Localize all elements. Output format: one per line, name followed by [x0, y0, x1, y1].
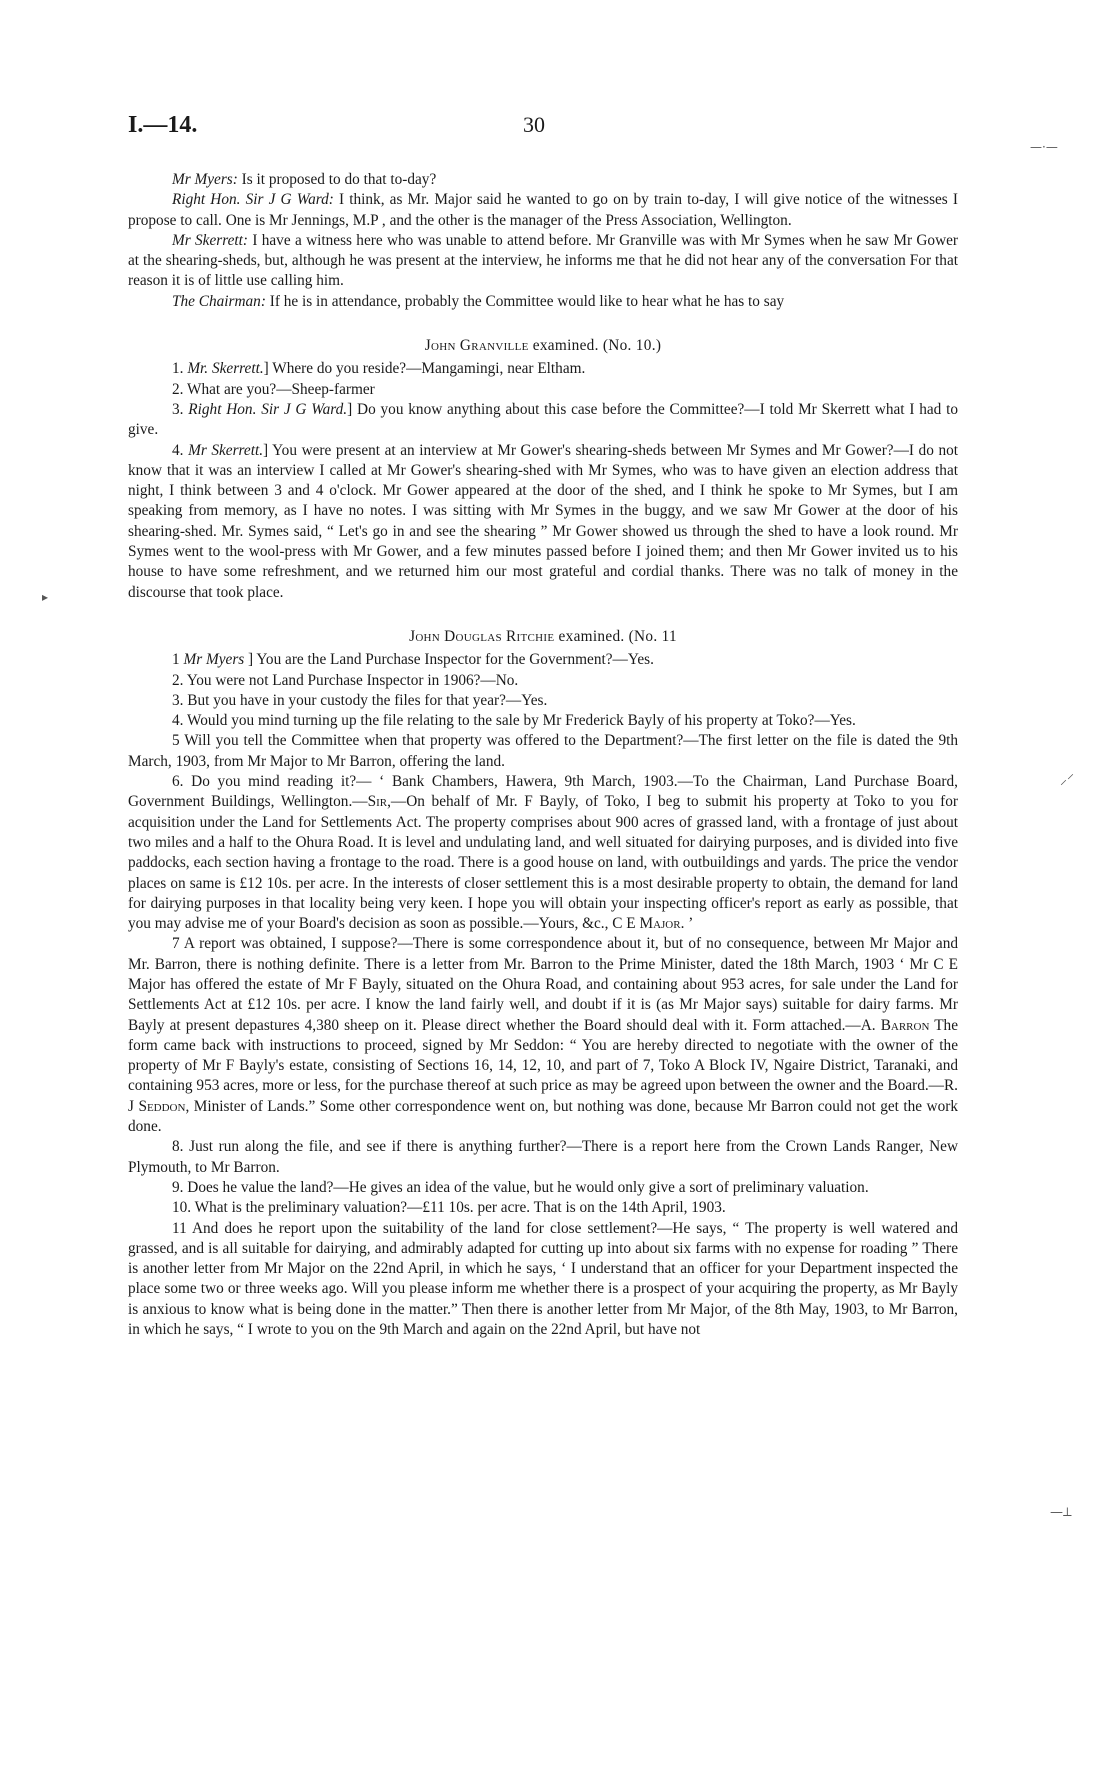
question-paragraph — [128, 380, 958, 400]
question-number: 1. — [172, 360, 184, 378]
question-paragraph — [128, 711, 958, 731]
paragraph-text: ] You were present at an interview at Mr Gower's shearing-sheds between Mr Symes and Mr Gower?—I do not know that it was an interview I called at Mr Gower's shearing-shed with Mr Symes, who was to have given an election address that night, I think between 3 and 4 o'clock. Mr Gower appeared at the door of the shed, and I think he spoke to Mr Symes, but I am speaking from memory, as I have no notes. I was sitting with Mr Symes in the buggy, and we saw Mr Gower at the door of his shearing-shed. Mr. Symes said, “ Let's go in and see the shearing ” Mr Gower showed us through the shed to have a look round. Mr Symes went to the wool-press with Mr Gower, and a few minutes passed before I joined them; and then Mr Gower invited us to his house to have some refreshment, and we returned him our most grateful and cordial thanks. There was no talk of money in the discourse that took place. — [128, 441, 958, 601]
paragraph-text: 2. What are you?—Sheep-farmer — [172, 380, 375, 398]
paragraph-text: 3. But you have in your custody the files for that year?—Yes. — [172, 691, 548, 709]
page-header — [128, 112, 958, 152]
question-paragraph — [128, 934, 958, 1137]
paragraph-text: 7 A report was obtained, I suppose?—There is some correspondence about it, but of no consequence, between Mr Major and Mr. Barron, there is nothing definite. There is a letter from Mr. Barron to the Prime Minister, dated the 18th March, 1903 ‘ Mr C E Major has offered the estate of Mr F Bayly, situated on the Ohura Road, and containing about 953 acres, for sale under the Land for Settlements Act at £12 10s. per acre. I know the land fairly well, and doubt if it is (as Mr Major says) suitable for dairy farms. Mr Bayly at present depastures 4,380 sheep on it. Please direct whether the Board should deal with it. Form attached.—A. — [128, 935, 958, 1034]
paragraph-text: , Minister of Lands.” Some other correspondence went on, but nothing was done, because Mr Barron could not get the work done. — [128, 1097, 959, 1136]
scan-mark-icon: ⸝⸍ — [1060, 772, 1074, 788]
paragraph-text: 10. What is the preliminary valuation?—£11 10s. per acre. That is on the 14th April, 1903. — [172, 1199, 726, 1217]
paragraph-text: The form came back with instructions to proceed, signed by Mr Seddon: “ You are hereby directed to negotiate with the owner of the property of Mr F Bayly's estate, consisting of Sections 16, 14, 12, 10, and part of 7, Toko A Block IV, Ngaire District, Taranaki, and containing 953 acres, more or less, for the purchase thereof at such price as may be agreed upon between the owner and the Board.—R. J — [128, 1016, 958, 1115]
question-paragraph — [128, 359, 958, 379]
question-paragraph — [128, 1198, 958, 1218]
question-paragraph — [128, 1178, 958, 1198]
paragraph-text: I have a witness here who was unable to attend before. Mr Granville was with Mr Symes when he saw Mr Gower at the shearing-sheds, but, although he was present at the interview, he informs me that he did not hear any of the conversation For that reason it is of little use calling him. — [128, 231, 959, 290]
question-paragraph — [128, 400, 958, 441]
speech-paragraph — [128, 170, 958, 190]
paragraph-text: ] Where do you reside?—Mangamingi, near Eltham. — [263, 360, 586, 378]
speech-paragraph — [128, 190, 958, 231]
question-paragraph — [128, 691, 958, 711]
paragraph-text: If he is in attendance, probably the Committee would like to hear what he has to say — [265, 292, 785, 310]
heading-text: examined. (No. 11 — [554, 627, 677, 645]
small-caps-text: Seddon — [138, 1097, 186, 1115]
speaker-name: Right Hon. Sir J G Ward: — [172, 191, 334, 209]
paragraph-text: ] You are the Land Purchase Inspector for the Government?—Yes. — [244, 651, 654, 669]
page-number: 30 — [523, 112, 545, 137]
scan-mark-icon: —⟂ — [1050, 1505, 1072, 1520]
heading-text: examined. (No. 10.) — [528, 337, 662, 355]
paragraph-text: . ’ — [680, 915, 694, 933]
speaker-name: Mr Myers — [183, 651, 245, 669]
speech-paragraph — [128, 231, 958, 292]
paragraph-text: 4. Would you mind turning up the file relating to the sale by Mr Frederick Bayly of his property at Toko?—Yes. — [172, 712, 856, 730]
small-caps-text: Sir — [367, 793, 388, 811]
document-reference: I.—14. — [128, 112, 198, 138]
question-number: 1 — [172, 651, 180, 669]
speaker-name: Right Hon. Sir J G Ward. — [188, 400, 348, 418]
document-body — [128, 170, 958, 1340]
speaker-name: Mr. Skerrett. — [187, 360, 264, 378]
paragraph-text: 9. Does he value the land?—He gives an idea of the value, but he would only give a sort of preliminary valuation. — [172, 1178, 869, 1196]
witness-heading — [128, 627, 958, 647]
question-paragraph — [128, 772, 958, 934]
question-paragraph — [128, 650, 958, 670]
paragraph-text: ] Do you know anything about this case before the Committee?—I told Mr Skerrett what I had to give. — [128, 400, 959, 439]
question-paragraph — [128, 441, 958, 603]
witness-name: John Douglas Ritchie — [409, 627, 555, 645]
speaker-name: The Chairman: — [172, 292, 266, 310]
paragraph-text: 6. Do you mind reading it?— ‘ Bank Chambers, Hawera, 9th March, 1903.—To the Chairman, Land Purchase Board, Government Buildings, Wellington.— — [128, 773, 958, 811]
paragraph-text: ,—On behalf of Mr. F Bayly, of Toko, I beg to submit his property at Toko to you for acquisition under the Land for Settlements Act. The property comprises about 900 acres of grassed land, with a frontage of just about two miles and a half to the Ohura Road. It is level and undulating land, and well situated for dairying purposes, and is divided into five paddocks, each section having a frontage to the road. There is a good house on land, with outbuildings and yards. The price the vendor places on same is £12 10s. per acre. In the interests of closer settlement this is a most desirable property to obtain, the demand for land for dairying purposes in that locality being very keen. I hope you will obtain your inspecting officer's report as early as possible, that you may advise me of your Board's decision as soon as possible.—Yours, &c., C E — [128, 793, 958, 933]
paragraph-text: 2. You were not Land Purchase Inspector in 1906?—No. — [172, 671, 519, 689]
witness-name: John Granville — [424, 337, 529, 355]
paragraph-text: 5 Will you tell the Committee when that property was offered to the Department?—The first letter on the file is dated the 9th March, 1903, from Mr Major to Mr Barron, offering the land. — [128, 732, 958, 770]
paragraph-text: 11 And does he report upon the suitability of the land for close settlement?—He says, “ The property is well watered and grassed, and is all suitable for dairying, and admirably adapted for cutting up into about six farms with no expense for roading ” There is another letter from Mr Major on the 22nd April, in which he says, ‘ I understand that an officer for your Department inspected the place some two or three weeks ago. Will you please inform me whether there is a prospect of your acquiring the property, as Mr Bayly is anxious to know what is being done in the matter.” Then there is another letter from Mr Major, of the 8th May, 1903, to Mr Barron, in which he says, “ I wrote to you on the 9th March and again on the 22nd April, but have not — [128, 1219, 958, 1339]
question-paragraph — [128, 731, 958, 772]
paragraph-text: I think, as Mr. Major said he wanted to go on by train to-day, I will give notice of the witnesses I propose to call. One is Mr Jennings, M.P , and the other is the manager of the Press Association, Wellington. — [128, 191, 959, 229]
paragraph-text: 8. Just run along the file, and see if there is anything further?—There is a report here from the Crown Lands Ranger, New Plymouth, to Mr Barron. — [128, 1138, 958, 1176]
scan-mark-icon: —·— — [1030, 140, 1058, 154]
witness-heading — [128, 336, 958, 356]
small-caps-text: Major — [639, 915, 681, 933]
small-caps-text: Barron — [880, 1016, 930, 1034]
speaker-name: Mr Skerrett: — [172, 231, 248, 249]
question-paragraph — [128, 1137, 958, 1178]
speaker-name: Mr Skerrett. — [188, 441, 264, 459]
speech-paragraph — [128, 292, 958, 312]
paragraph-text: Is it proposed to do that to-day? — [237, 171, 437, 188]
question-paragraph — [128, 1219, 958, 1341]
question-paragraph — [128, 671, 958, 691]
speaker-name: Mr Myers: — [172, 171, 238, 188]
question-number: 3. — [172, 400, 184, 418]
scan-mark-icon: ▸ — [42, 590, 49, 604]
question-number: 4. — [172, 441, 184, 459]
